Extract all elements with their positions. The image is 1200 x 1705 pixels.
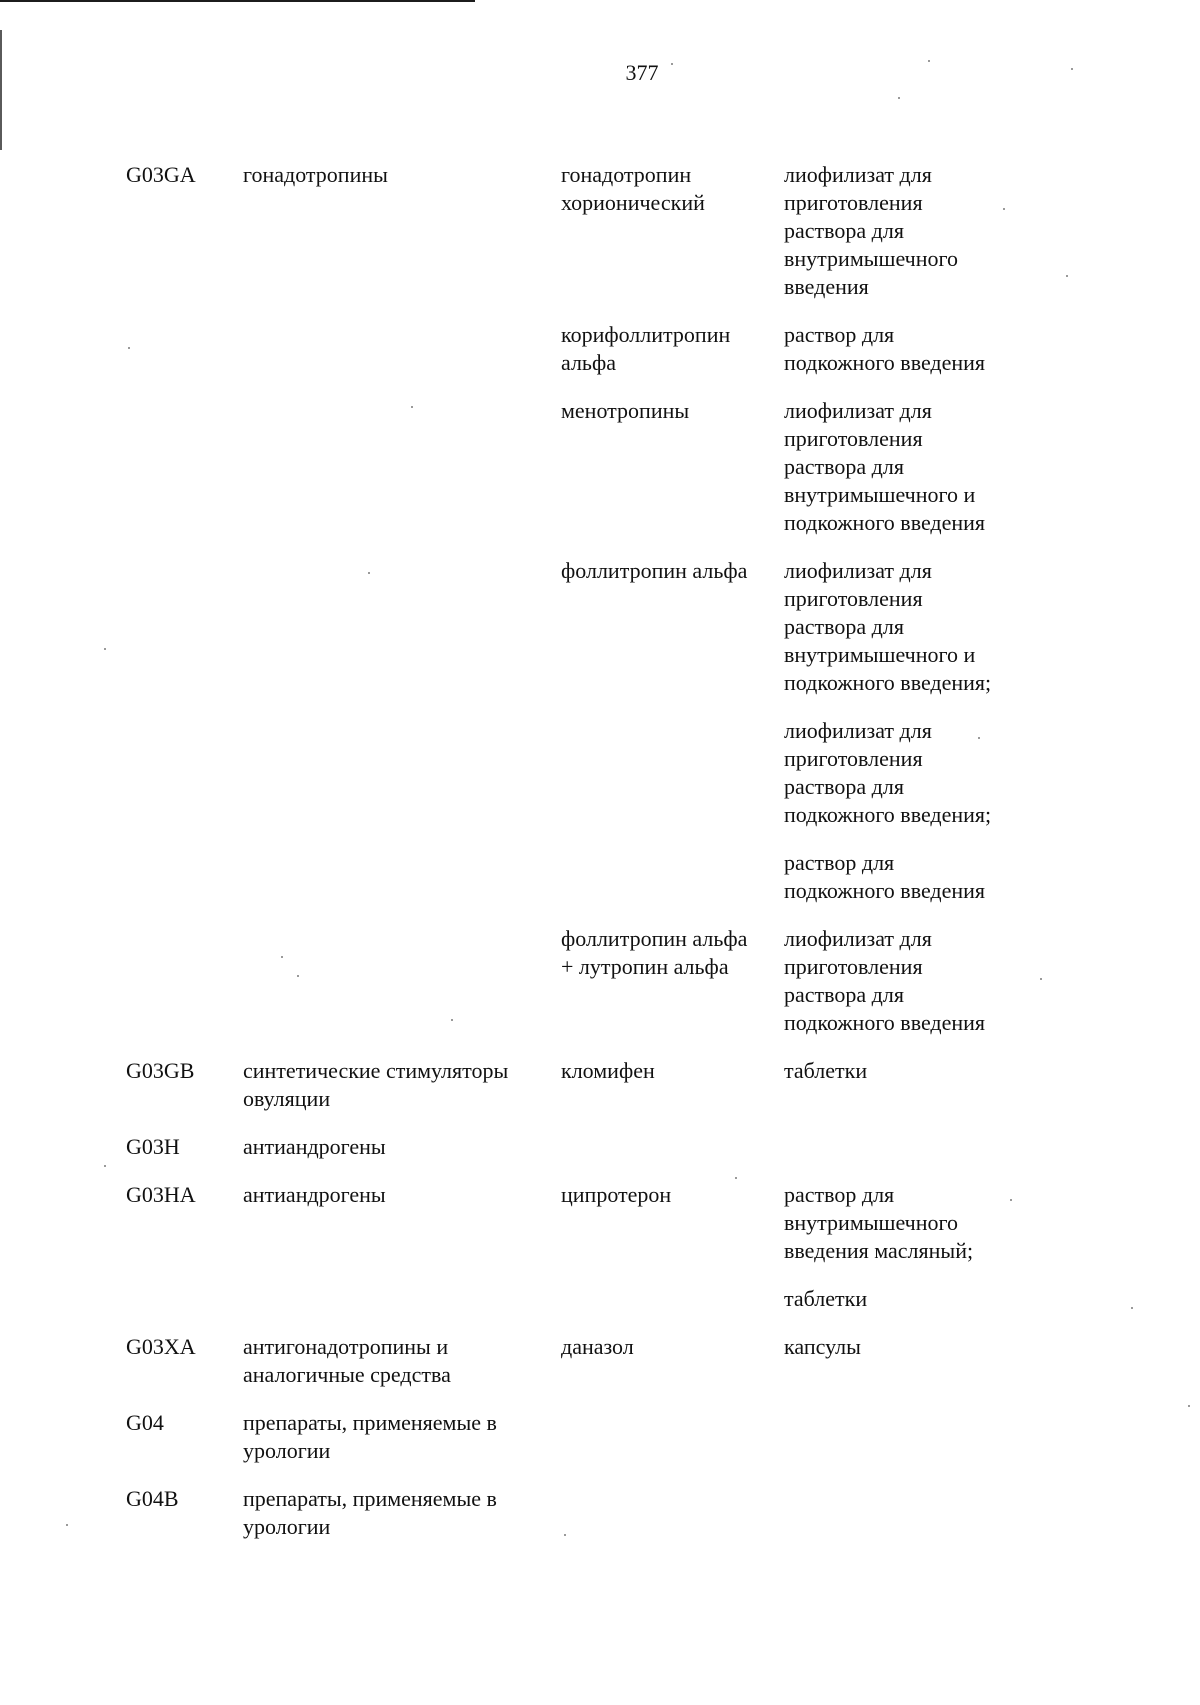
atc-code-line: G03XA — [126, 1334, 196, 1359]
atc-code-line: G04B — [126, 1486, 179, 1511]
atc-group-name-line: препараты, применяемые в — [243, 1410, 497, 1435]
dosage-form-line: приготовления — [784, 586, 923, 611]
atc-code-line: G03HA — [126, 1182, 196, 1207]
dosage-form-line: внутримышечного — [784, 1210, 958, 1235]
table-row — [0, 1285, 1200, 1313]
scan-edge-top — [0, 0, 475, 2]
atc-code — [126, 1333, 196, 1361]
atc-code-line: G03GB — [126, 1058, 195, 1083]
atc-group-name-line: урологии — [243, 1514, 331, 1539]
scan-edge-left — [0, 30, 2, 150]
table-row — [0, 1333, 1200, 1389]
table-row — [0, 1057, 1200, 1113]
dosage-form — [784, 925, 985, 1037]
table-row — [0, 1485, 1200, 1541]
atc-group-name-line: урологии — [243, 1438, 331, 1463]
dosage-form-line: подкожного введения; — [784, 802, 992, 827]
table-row — [0, 321, 1200, 377]
dosage-form-line: внутримышечного — [784, 246, 958, 271]
dosage-form-line: приготовления — [784, 426, 923, 451]
dosage-form — [784, 717, 991, 829]
dosage-form-line: лиофилизат для — [784, 718, 932, 743]
atc-code-line: G03GA — [126, 162, 196, 187]
dosage-form-line: лиофилизат для — [784, 926, 932, 951]
drug-name — [561, 557, 747, 585]
dosage-form-line: раствора для — [784, 218, 904, 243]
dosage-form-line: раствора для — [784, 774, 904, 799]
dosage-form-line: лиофилизат для — [784, 558, 932, 583]
atc-code — [126, 1057, 194, 1085]
atc-group-name-line: аналогичные средства — [243, 1362, 451, 1387]
dosage-form — [784, 1057, 867, 1085]
atc-group-name-line: овуляции — [243, 1086, 331, 1111]
dosage-form-line: подкожного введения — [784, 878, 986, 903]
atc-group-name-line: препараты, применяемые в — [243, 1486, 497, 1511]
dosage-form-line: приготовления — [784, 954, 923, 979]
table-row — [0, 397, 1200, 537]
dosage-form-line: внутримышечного и — [784, 642, 976, 667]
atc-group-name — [243, 1485, 497, 1541]
atc-group-name-line: синтетические стимуляторы — [243, 1058, 509, 1083]
table-row — [0, 1133, 1200, 1161]
drug-name-line: фоллитропин альфа — [561, 926, 748, 951]
atc-group-name — [243, 1409, 497, 1465]
atc-code — [126, 1485, 179, 1513]
dosage-form-line: подкожного введения — [784, 510, 986, 535]
dosage-form-line: приготовления — [784, 190, 923, 215]
table-row — [0, 925, 1200, 1037]
drug-name — [561, 925, 747, 981]
atc-code — [126, 1181, 196, 1209]
dosage-form-line: введения — [784, 274, 869, 299]
atc-group-name — [243, 1333, 451, 1389]
dosage-form-line: капсулы — [784, 1334, 861, 1359]
drug-name-line: даназол — [561, 1334, 634, 1359]
dosage-form — [784, 849, 985, 905]
dosage-form-line: раствора для — [784, 454, 904, 479]
table-row — [0, 161, 1200, 301]
drug-name-line: кломифен — [561, 1058, 655, 1083]
drug-name-line: корифоллитропин — [561, 322, 731, 347]
atc-code-line: G03H — [126, 1134, 180, 1159]
drug-name-line: + лутропин альфа — [561, 954, 729, 979]
dosage-form — [784, 397, 985, 537]
atc-group-name-line: антигонадотропины и — [243, 1334, 449, 1359]
dosage-form-line: раствора для — [784, 614, 904, 639]
dosage-form — [784, 1285, 867, 1313]
dosage-form-line: раствора для — [784, 982, 904, 1007]
drug-name — [561, 397, 689, 425]
dosage-form-line: лиофилизат для — [784, 398, 932, 423]
drug-name-line: менотропины — [561, 398, 690, 423]
scan-speck — [898, 97, 900, 99]
dosage-form — [784, 161, 958, 301]
drug-name — [561, 1057, 655, 1085]
drug-name-line: хорионический — [561, 190, 705, 215]
drug-name — [561, 321, 730, 377]
drug-table — [0, 161, 1200, 1561]
atc-group-name — [243, 1133, 386, 1161]
table-row — [0, 557, 1200, 697]
drug-name-line: фоллитропин альфа — [561, 558, 748, 583]
drug-name-line: ципротерон — [561, 1182, 672, 1207]
table-row — [0, 1409, 1200, 1465]
dosage-form — [784, 321, 985, 377]
dosage-form — [784, 557, 991, 697]
table-row — [0, 1181, 1200, 1265]
atc-group-name — [243, 161, 388, 189]
drug-name — [561, 1181, 671, 1209]
atc-group-name-line: гонадотропины — [243, 162, 388, 187]
atc-group-name-line: антиандрогены — [243, 1134, 386, 1159]
dosage-form-line: лиофилизат для — [784, 162, 932, 187]
atc-code — [126, 161, 196, 189]
atc-code — [126, 1133, 180, 1161]
dosage-form-line: таблетки — [784, 1058, 868, 1083]
atc-code — [126, 1409, 164, 1437]
atc-group-name — [243, 1057, 508, 1113]
dosage-form-line: таблетки — [784, 1286, 868, 1311]
dosage-form-line: внутримышечного и — [784, 482, 976, 507]
page-number: 377 — [625, 60, 659, 85]
atc-code-line: G04 — [126, 1410, 164, 1435]
dosage-form-line: раствор для — [784, 850, 895, 875]
drug-name — [561, 161, 705, 217]
dosage-form-line: подкожного введения; — [784, 670, 992, 695]
dosage-form-line: подкожного введения — [784, 1010, 986, 1035]
table-row — [0, 717, 1200, 829]
dosage-form — [784, 1181, 973, 1265]
dosage-form-line: приготовления — [784, 746, 923, 771]
drug-name-line: альфа — [561, 350, 616, 375]
dosage-form — [784, 1333, 861, 1361]
dosage-form-line: раствор для — [784, 322, 895, 347]
dosage-form-line: подкожного введения — [784, 350, 986, 375]
drug-name-line: гонадотропин — [561, 162, 692, 187]
atc-group-name-line: антиандрогены — [243, 1182, 386, 1207]
atc-group-name — [243, 1181, 386, 1209]
drug-name — [561, 1333, 634, 1361]
dosage-form-line: раствор для — [784, 1182, 895, 1207]
dosage-form-line: введения масляный; — [784, 1238, 974, 1263]
table-row — [0, 849, 1200, 905]
